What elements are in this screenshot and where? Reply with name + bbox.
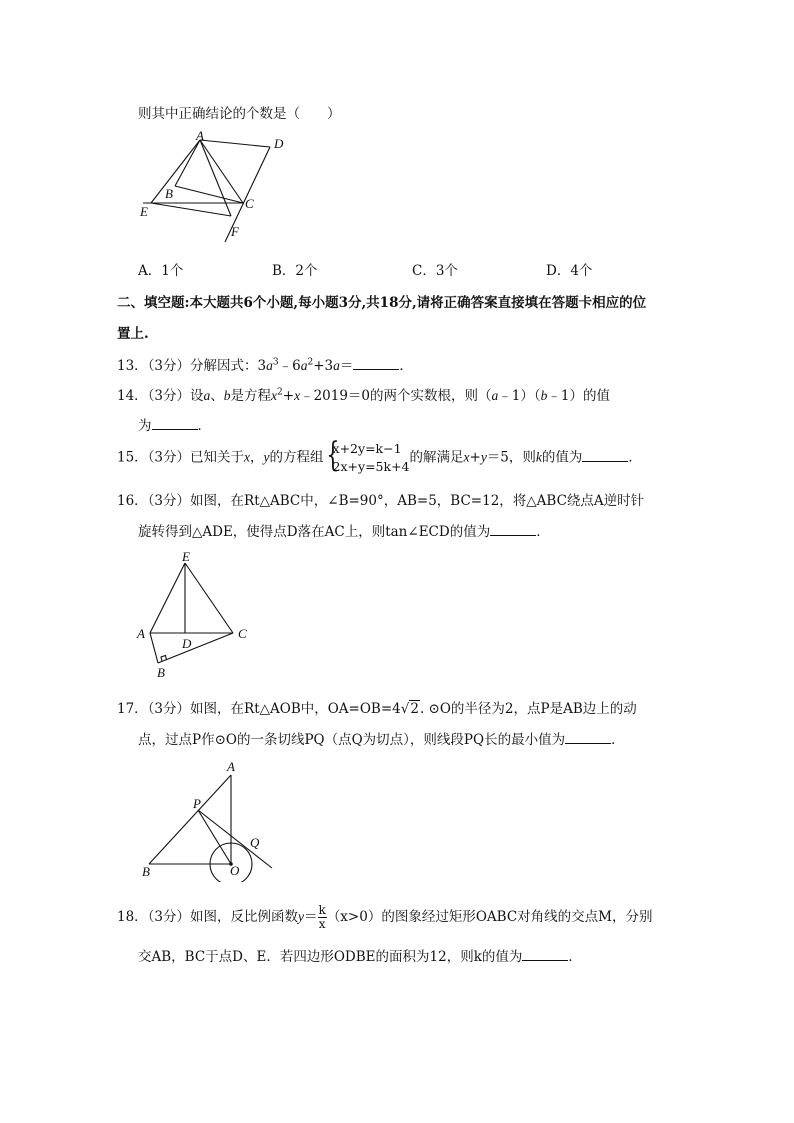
fig12-label-c: C (245, 196, 254, 211)
question-13: 13．（3分）分解因式：$3a^3﹣6a^2+3a=$ ． (117, 357, 413, 374)
q18-text-b: （x>0）的图象经过矩形OABC对角线的交点M，分别 (326, 909, 653, 925)
q15-text-a: 已知关于 (190, 449, 245, 466)
q17-line1b: . ⊙O的半径为2，点P是AB边上的动 (419, 701, 637, 717)
option-c[interactable]: C．3个 (412, 263, 458, 279)
q14-answer-blank[interactable] (152, 417, 198, 430)
figure-q12 (135, 128, 295, 246)
q14-text-c: 的两个实数根，则（ (370, 388, 492, 404)
fig12-label-d: D (274, 136, 284, 151)
equation-2: 2x+y=5k+4 (332, 459, 410, 474)
fig16-label-a: A (137, 626, 145, 641)
fig12-label-a: A (196, 128, 204, 143)
equation-system: { x+2y=k−1 2x+y=5k+4 (325, 435, 410, 475)
q14-text-a: 设 (190, 388, 204, 404)
q18-number: 18． (117, 909, 148, 925)
question-14-cont: 为 ． (138, 418, 211, 434)
q18-text-a: 如图，反比例函数 (190, 909, 299, 925)
q15-text-b: 的方程组 (269, 449, 324, 466)
q16-answer-blank[interactable] (490, 523, 536, 536)
q16-number: 16． (117, 493, 148, 509)
question-18-cont: 交AB，BC于点D、E．若四边形ODBE的面积为12，则k的值为 ． (138, 949, 582, 965)
fraction-denominator: x (318, 917, 326, 931)
q17-score: （3分） (147, 701, 191, 717)
q14-text-e: ）的值 (569, 388, 610, 404)
q15-number: 15． (117, 449, 148, 466)
fig16-label-d: D (182, 636, 192, 651)
q17-line1a: 如图，在Rt△AOB中，OA=OB=4 (190, 701, 401, 717)
fig17-label-p: P (193, 796, 201, 811)
q15-text-d: ，则 (508, 449, 536, 466)
q14-line2: 为 (138, 418, 152, 434)
fig12-label-f: F (231, 224, 239, 239)
q17-answer-blank[interactable] (565, 731, 611, 744)
fraction-numerator: k (318, 903, 326, 917)
q17-sqrt: 2 (410, 701, 419, 717)
question-16-cont: 旋转得到△ADE，使得点D落在AC上，则tan∠ECD的值为 ． (138, 524, 550, 540)
fig12-label-b: B (165, 186, 173, 201)
section-2-heading: 二、填空题:本大题共6个小题,每小题3分,共18分,请将正确答案直接填在答题卡相应的位 (117, 295, 647, 311)
q14-number: 14． (117, 388, 148, 404)
question-18: 18．（3分）如图，反比例函数y＝ $\frac{k}{x}$ （x>0）的图象经过矩形OABC对角线的交点M，分别 (117, 903, 653, 931)
q15-text-e: 的值为 (541, 449, 583, 466)
q13-number: 13． (117, 358, 148, 374)
question-15: 15．（3分）已知关于x，y的方程组 { x+2y=k−1 2x+y=5k+4 的解满足x+y＝5，则k的值为 ． (117, 435, 642, 475)
option-d[interactable]: D．4个 (546, 263, 593, 279)
q17-line2: 点，过点P作⊙O的一条切线PQ（点Q为切点），则线段PQ长的最小值为 (138, 732, 566, 748)
question-17-cont: 点，过点P作⊙O的一条切线PQ（点Q为切点），则线段PQ长的最小值为 ． (138, 732, 625, 748)
q13-answer-blank[interactable] (353, 357, 399, 370)
q14-text-d: ）（ (520, 388, 541, 404)
fig17-label-b: B (142, 864, 150, 879)
fig17-label-q: Q (250, 835, 260, 850)
figure-q17 (138, 757, 278, 882)
fig12-label-e: E (140, 204, 148, 219)
fig16-label-c: C (238, 626, 247, 641)
option-a[interactable]: A．1个 (138, 263, 184, 279)
fig16-label-b: B (157, 665, 165, 679)
q16-line2: 旋转得到△ADE，使得点D落在AC上，则tan∠ECD的值为 (138, 524, 491, 540)
question-14: 14．（3分）设a、b是方程$x^2+x﹣2019=0$的两个实数根，则（a﹣1）（b﹣1）的值 (117, 387, 610, 404)
q16-score: （3分） (147, 493, 191, 509)
fig17-label-a: A (227, 759, 235, 774)
fig16-label-e: E (182, 549, 190, 564)
q13-text: 分解因式： (190, 358, 258, 374)
question-17: 17．（3分）如图，在Rt△AOB中，OA=OB=4√2. ⊙O的半径为2，点P是AB边上的动 (117, 701, 637, 717)
q15-score: （3分） (147, 449, 191, 466)
q13-score: （3分） (147, 358, 191, 374)
option-b[interactable]: B．2个 (272, 263, 318, 279)
q18-score: （3分） (147, 909, 191, 925)
q17-number: 17． (117, 701, 148, 717)
section-2-heading-cont: 置上. (117, 326, 149, 342)
question-16 (117, 489, 644, 509)
q18-line2: 交AB，BC于点D、E．若四边形ODBE的面积为12，则k的值为 (138, 949, 523, 965)
q14-score: （3分） (147, 388, 191, 404)
fraction-k-over-x (318, 904, 327, 931)
fig17-label-o: O (230, 863, 240, 878)
q18-answer-blank[interactable] (522, 948, 568, 961)
q15-answer-blank[interactable] (582, 449, 628, 462)
q14-text-b: 是方程 (230, 388, 272, 404)
q16-line1: 如图，在Rt△ABC中，∠B=90°，AB=5，BC=12，将△ABC绕点A逆时针 (190, 493, 645, 509)
question-12-prompt: 则其中正确结论的个数是（ ） (138, 106, 341, 122)
q15-text-c: 的解满足 (409, 449, 464, 466)
figure-q16 (132, 547, 262, 679)
equation-1: x+2y=k−1 (332, 441, 402, 456)
